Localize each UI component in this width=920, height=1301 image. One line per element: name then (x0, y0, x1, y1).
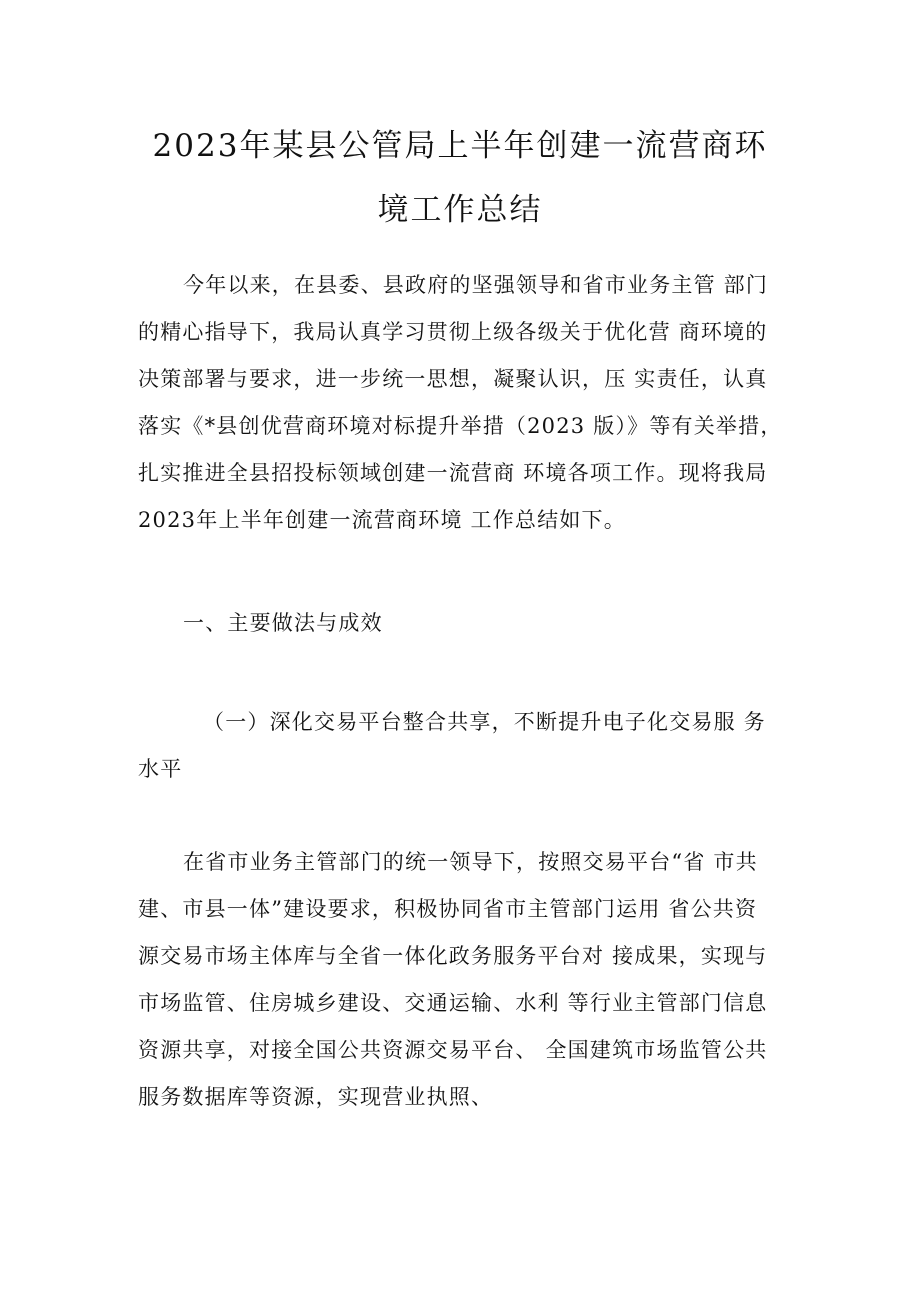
paragraph2-line: 在省市业务主管部门的统一领导下，按照交易平台“省 市共 (183, 850, 758, 874)
paragraph1-line: 的精心指导下，我局认真学习贯彻上级各级关于优化营 商环境的 (138, 320, 768, 344)
paragraph1-line: 落实《*县创优营商环境对标提升举措（2023 版）》等有关举措， (138, 414, 783, 438)
paragraph1-line: 决策部署与要求，进一步统一思想，凝聚认识，压 实责任，认真 (138, 367, 768, 391)
section-heading-1: 一、主要做法与成效 (183, 611, 383, 635)
paragraph2-line: 服务数据库等资源，实现营业执照、 (138, 1085, 494, 1109)
paragraph1-line: 今年以来，在县委、县政府的坚强领导和省市业务主管 部门 (183, 273, 769, 297)
paragraph2-line: 建、市县一体”建设要求，积极协同省市主管部门运用 省公共资 (138, 897, 758, 921)
paragraph2-line: 源交易市场主体库与全省一体化政务服务平台对 接成果，实现与 (138, 944, 768, 968)
paragraph1-line: 扎实推进全县招投标领域创建一流营商 环境各项工作。现将我局 (138, 461, 768, 485)
subheading-1-line: 水平 (138, 757, 183, 781)
paragraph1-line: 2023年上半年创建一流营商环境 工作总结如下。 (138, 508, 626, 532)
document-title-line-2: 境工作总结 (377, 192, 543, 228)
paragraph2-line: 资源共享，对接全国公共资源交易平台、 全国建筑市场监管公共 (138, 1038, 768, 1062)
paragraph2-line: 市场监管、住房城乡建设、交通运输、水利 等行业主管部门信息 (138, 991, 768, 1015)
document-title-line-1: 2023年某县公管局上半年创建一流营商环 (152, 128, 768, 164)
subheading-1-line: （一）深化交易平台整合共享，不断提升电子化交易服 务 (203, 710, 766, 734)
